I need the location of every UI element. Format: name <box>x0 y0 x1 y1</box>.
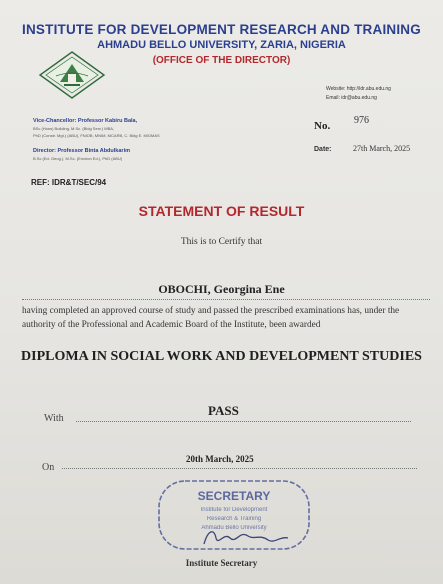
date-value: 27th March, 2025 <box>353 144 411 153</box>
grade-value: PASS <box>208 403 239 418</box>
signature-icon <box>204 532 288 544</box>
number-label: No. <box>314 120 331 132</box>
vice-chancellor-credentials: BSc (Hons) Building, M.Sc. (Bldg Serv.) MBA, <box>33 126 115 131</box>
stamp-line-2: Research & Training <box>206 516 262 522</box>
certify-line: This is to Certify that <box>180 237 263 247</box>
director-credentials: B.Sc (Ed. Geog.), M.Sc. (Environ Ed.), PhD (ABU) <box>33 156 123 161</box>
on-underline <box>62 468 417 469</box>
name-underline <box>22 299 430 300</box>
university-name: AHMADU BELLO UNIVERSITY, ZARIA, NIGERIA <box>97 39 346 51</box>
signatory-title: Institute Secretary <box>185 558 258 568</box>
vice-chancellor-credentials-2: PhD (Constr. Mgt.) (ABU), FNIOB, MNIM, MCARB, C. Bldg E. MIOMAS <box>33 133 160 138</box>
institute-name: INSTITUTE FOR DEVELOPMENT RESEARCH AND TRAINING <box>22 22 421 37</box>
office-name: (OFFICE OF THE DIRECTOR) <box>152 55 291 66</box>
university-crest-icon <box>38 50 106 100</box>
candidate-name: OBOCHI, Georgina Ene <box>158 282 285 296</box>
with-label: With <box>44 413 64 424</box>
body-paragraph: having completed an approved course of study and passed the prescribed examinations has, under the authority of the Professional and Academic Board of the Institute, been awarded <box>22 306 400 330</box>
stamp-line-3: Ahmadu Bello University <box>201 525 267 531</box>
secretary-stamp <box>156 478 312 552</box>
date-label: Date: <box>314 146 332 153</box>
on-label: On <box>42 462 55 473</box>
stamp-line-1: Institute for Development <box>200 507 268 513</box>
director-label: Director: Professor Binta Abdulkarim <box>33 148 130 154</box>
number-value: 976 <box>354 115 369 126</box>
website-text: Website: http://idr.abu.edu.ng <box>326 86 391 92</box>
reference-number: REF: IDR&T/SEC/94 <box>31 178 107 187</box>
with-underline <box>76 421 411 422</box>
award-date: 20th March, 2025 <box>186 454 254 464</box>
award-title: DIPLOMA IN SOCIAL WORK AND DEVELOPMENT STUDIES <box>21 349 422 364</box>
vice-chancellor-label: Vice-Chancellor: Professor Kabiru Bala, <box>33 118 138 124</box>
stamp-heading: SECRETARY <box>197 489 271 503</box>
document-title: STATEMENT OF RESULT <box>138 203 305 219</box>
email-text: Email: idr@abu.edu.ng <box>326 95 377 101</box>
